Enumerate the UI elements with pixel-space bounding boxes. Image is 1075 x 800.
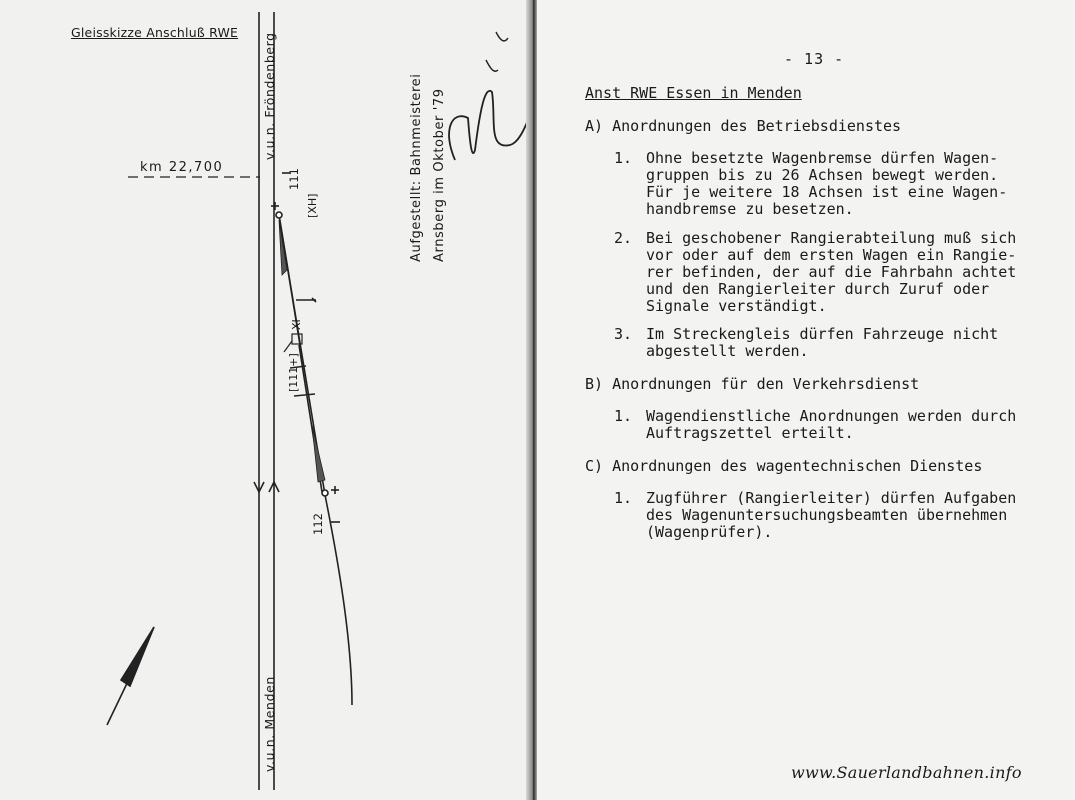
km-marker: km 22,700 xyxy=(140,160,224,175)
item-text: Wagendienstliche Anordnungen werden durch Auftragszettel erteilt. xyxy=(646,407,1017,442)
list-item xyxy=(614,408,1054,442)
watermark-link[interactable]: www.Sauerlandbahnen.info xyxy=(791,763,1022,782)
item-text: Bei geschobener Rangierabteilung muß sich vor oder auf dem ersten Wagen ein Rangie- rer befinden, der auf die Fahrbahn achtet und den Rangierleiter durch Zuruf oder Signale verständigt. xyxy=(646,229,1017,315)
lock-label-xi: XI xyxy=(290,319,303,330)
item-text: Ohne besetzte Wagenbremse dürfen Wagen- gruppen bis zu 26 Achsen bewegt werden. Für je weitere 18 Achsen ist eine Wagen- handbremse zu besetzen. xyxy=(646,149,1008,218)
document-title: Anst RWE Essen in Menden xyxy=(585,84,802,102)
right-page xyxy=(537,0,1075,800)
switch-hatch-top xyxy=(279,220,287,275)
track-label-froendenberg: v.u.n. Fröndenberg xyxy=(262,32,277,160)
item-text: Im Streckengleis dürfen Fahrzeuge nicht abgestellt werden. xyxy=(646,325,999,360)
list-item xyxy=(614,150,1054,218)
north-arrow-head xyxy=(121,627,154,686)
item-number: 3. xyxy=(614,325,633,343)
item-number: 1. xyxy=(614,489,633,507)
place-date: Arnsberg im Oktober '79 xyxy=(432,88,447,262)
switch-111 xyxy=(276,212,282,218)
track-label-menden: v.u.n. Menden xyxy=(262,676,277,772)
item-text: Zugführer (Rangierleiter) dürfen Aufgaben des Wagenuntersuchungsbeamten übernehmen (Wagenprüfer). xyxy=(646,489,1017,541)
switch-112 xyxy=(322,490,328,496)
signal-label-xh: [XH] xyxy=(306,193,319,218)
sketch-title: Gleisskizze Anschluß RWE xyxy=(71,25,239,40)
section-heading-c: C) Anordnungen des wagentechnischen Dienstes xyxy=(585,457,983,475)
list-item xyxy=(614,230,1054,315)
key-label-111: [111+] xyxy=(287,353,300,392)
item-number: 1. xyxy=(614,149,633,167)
point-label-111: 111 xyxy=(287,168,301,190)
section-heading-a: A) Anordnungen des Betriebsdienstes xyxy=(585,117,902,135)
left-page xyxy=(0,0,532,800)
signature xyxy=(449,91,528,160)
list-item xyxy=(614,490,1054,541)
section-heading-b: B) Anordnungen für den Verkehrsdienst xyxy=(585,375,920,393)
item-number: 1. xyxy=(614,407,633,425)
item-number: 2. xyxy=(614,229,633,247)
prepared-by: Aufgestellt: Bahnmeisterei xyxy=(409,73,424,262)
switch-hatch-bottom xyxy=(312,425,325,482)
page-number: - 13 - xyxy=(784,50,845,68)
point-label-112: 112 xyxy=(311,513,325,535)
list-item xyxy=(614,326,1054,360)
